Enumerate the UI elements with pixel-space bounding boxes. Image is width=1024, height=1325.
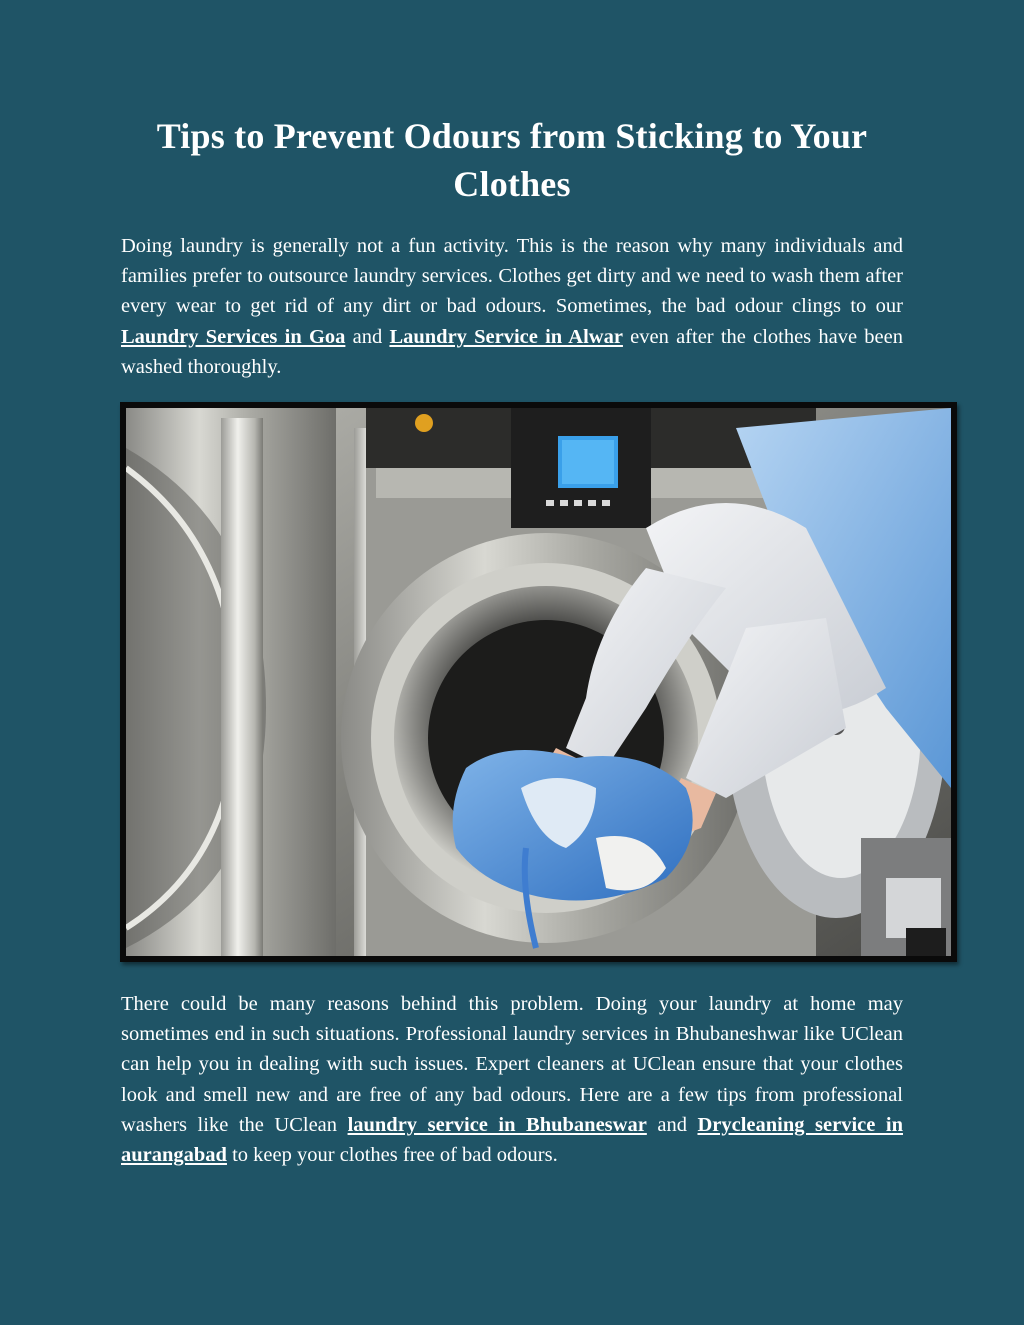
link-laundry-service-bhubaneswar[interactable]: laundry service in Bhubaneswar bbox=[347, 1113, 647, 1136]
intro-paragraph bbox=[121, 231, 903, 382]
link-laundry-services-goa[interactable]: Laundry Services in Goa bbox=[121, 325, 346, 348]
link-drycleaning-service-aurangabad[interactable]: Drycleaning service in aurangabad bbox=[121, 1113, 903, 1167]
reasons-text-c: to keep your clothes free of bad odours. bbox=[226, 1144, 558, 1167]
intro-text-a: Doing laundry is generally not a fun activity. This is the reason why many individuals and families prefer to outsource laundry services. Clothes get dirty and we need to wash them after every wear to get rid of any dirt or bad odours. Sometimes, the bad odour clings to our bbox=[121, 235, 903, 318]
reasons-paragraph bbox=[121, 989, 903, 1170]
reasons-text-b: and bbox=[646, 1113, 698, 1136]
washing-machine-illustration bbox=[126, 408, 951, 956]
page-title: Tips to Prevent Odours from Sticking to Your Clothes bbox=[156, 116, 868, 204]
intro-text-c: even after the clothes have been washed thoroughly. bbox=[121, 325, 903, 378]
laundry-photo bbox=[120, 402, 957, 962]
reasons-text-a: There could be many reasons behind this problem. Doing your laundry at home may sometimes end in such situations. Professional laundry services in Bhubaneshwar like UClean can help you in dealing with such issues. Expert cleaners at UClean ensure that your clothes look and smell new and are free of any bad odours. Here are a few tips from professional washers like the UClean bbox=[121, 993, 903, 1136]
intro-text-b: and bbox=[345, 325, 390, 348]
link-laundry-service-alwar[interactable]: Laundry Service in Alwar bbox=[389, 325, 623, 348]
